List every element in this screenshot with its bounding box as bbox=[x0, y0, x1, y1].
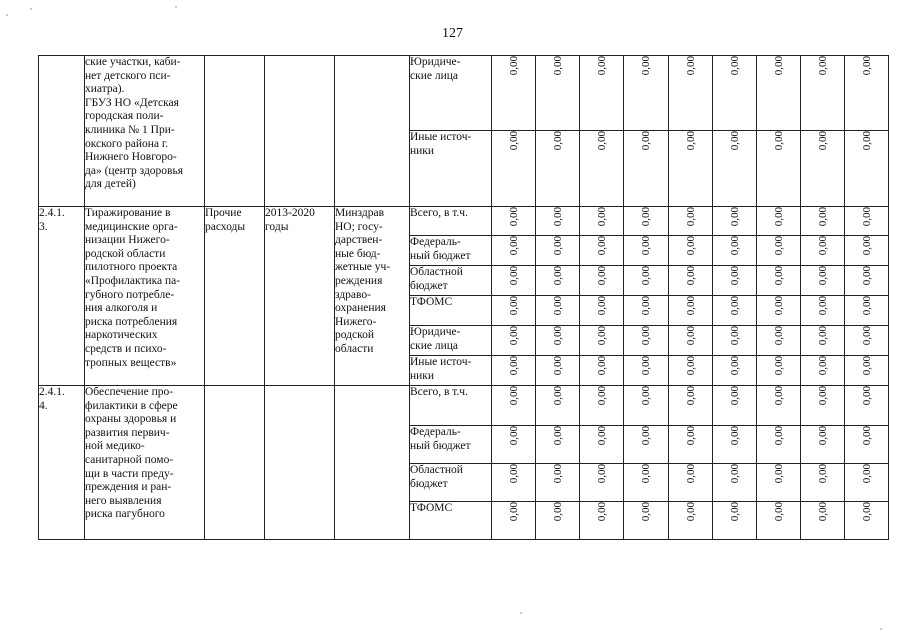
value-cell-text: 0,00 bbox=[860, 502, 873, 522]
funding-source bbox=[410, 56, 492, 131]
executor bbox=[335, 207, 410, 386]
funding-source bbox=[410, 236, 492, 266]
value-cell-text: 0,00 bbox=[728, 296, 741, 316]
value-cell-text: 0,00 bbox=[551, 326, 564, 346]
period bbox=[265, 207, 335, 386]
value-cell-text: 0,00 bbox=[816, 464, 829, 484]
value-cell-text: 0,00 bbox=[507, 207, 520, 227]
value-cell-text: 0,00 bbox=[640, 426, 652, 446]
value-cell bbox=[624, 131, 669, 207]
funding-source bbox=[410, 356, 492, 386]
expense-category bbox=[205, 386, 265, 540]
value-cell-text: 0,00 bbox=[507, 236, 520, 256]
value-cell-text: 0,00 bbox=[640, 386, 652, 406]
funding-source bbox=[410, 326, 492, 356]
funding-source-text: Юридиче- ские лица bbox=[410, 56, 461, 82]
funding-source bbox=[410, 502, 492, 540]
value-cell-text: 0,00 bbox=[728, 426, 741, 446]
value-cell bbox=[713, 236, 757, 266]
value-cell-text: 0,00 bbox=[551, 386, 564, 406]
value-cell bbox=[801, 207, 845, 236]
funding-source-text: ТФОМС bbox=[410, 296, 453, 308]
executor-text: Минздрав НО; госу- дарствен- ные бюд- жетные уч- реждения здраво- охранения Нижего- родской области bbox=[335, 207, 391, 355]
value-cell bbox=[580, 131, 624, 207]
value-cell bbox=[713, 386, 757, 426]
scan-speck bbox=[520, 612, 522, 614]
value-cell-text: 0,00 bbox=[816, 131, 829, 151]
value-cell-text: 0,00 bbox=[595, 207, 608, 227]
value-cell bbox=[757, 266, 801, 296]
budget-table bbox=[38, 55, 889, 540]
value-cell-text: 0,00 bbox=[684, 326, 697, 346]
value-cell bbox=[801, 131, 845, 207]
value-cell bbox=[845, 266, 889, 296]
value-cell-text: 0,00 bbox=[816, 386, 829, 406]
period bbox=[265, 386, 335, 540]
value-cell bbox=[536, 207, 580, 236]
value-cell bbox=[536, 464, 580, 502]
value-cell-text: 0,00 bbox=[595, 131, 608, 151]
value-cell-text: 0,00 bbox=[860, 386, 873, 406]
value-cell bbox=[580, 356, 624, 386]
value-cell-text: 0,00 bbox=[772, 326, 785, 346]
value-cell bbox=[492, 131, 536, 207]
funding-source bbox=[410, 207, 492, 236]
value-cell-text: 0,00 bbox=[551, 296, 564, 316]
scan-speck bbox=[6, 14, 8, 16]
value-cell-text: 0,00 bbox=[551, 426, 564, 446]
value-cell bbox=[845, 207, 889, 236]
item-description-text: Обеспечение про- филактики в сфере охраны здоровья и развития первич- ной медико- санитарной помо- щи в части преду- преждения и ран- него выявления риска пагубного bbox=[85, 386, 178, 521]
value-cell-text: 0,00 bbox=[595, 356, 608, 376]
funding-source-text: Всего, в т.ч. bbox=[410, 207, 468, 219]
funding-source-text: Федераль- ный бюджет bbox=[410, 236, 471, 262]
funding-source bbox=[410, 266, 492, 296]
value-cell-text: 0,00 bbox=[728, 207, 741, 227]
value-cell-text: 0,00 bbox=[816, 236, 829, 256]
period bbox=[265, 56, 335, 207]
value-cell-text: 0,00 bbox=[860, 236, 873, 256]
item-description bbox=[85, 56, 205, 207]
table-row bbox=[39, 386, 889, 426]
value-cell bbox=[580, 56, 624, 131]
value-cell-text: 0,00 bbox=[551, 266, 564, 286]
value-cell-text: 0,00 bbox=[551, 56, 564, 76]
value-cell bbox=[624, 207, 669, 236]
value-cell-text: 0,00 bbox=[860, 56, 873, 76]
funding-source-text: Федераль- ный бюджет bbox=[410, 426, 471, 452]
value-cell bbox=[757, 386, 801, 426]
value-cell bbox=[624, 56, 669, 131]
value-cell bbox=[669, 131, 713, 207]
value-cell bbox=[845, 131, 889, 207]
value-cell bbox=[492, 326, 536, 356]
value-cell-text: 0,00 bbox=[507, 131, 520, 151]
value-cell bbox=[624, 386, 669, 426]
value-cell bbox=[801, 464, 845, 502]
value-cell-text: 0,00 bbox=[595, 426, 608, 446]
value-cell bbox=[801, 356, 845, 386]
value-cell bbox=[845, 464, 889, 502]
value-cell-text: 0,00 bbox=[816, 296, 829, 316]
value-cell-text: 0,00 bbox=[772, 502, 785, 522]
value-cell bbox=[536, 426, 580, 464]
item-description-text: Тиражирование в медицинские орга- низации Нижего- родской области пилотного проекта «Профилактика па- губного потребле- ния алкоголя и риска потребления наркотических средств и психо- тропных веществ» bbox=[85, 207, 181, 369]
value-cell bbox=[757, 502, 801, 540]
value-cell bbox=[845, 56, 889, 131]
value-cell-text: 0,00 bbox=[728, 131, 741, 151]
value-cell-text: 0,00 bbox=[684, 386, 697, 406]
value-cell bbox=[669, 207, 713, 236]
value-cell-text: 0,00 bbox=[684, 266, 697, 286]
value-cell-text: 0,00 bbox=[640, 236, 652, 256]
item-number bbox=[39, 56, 85, 207]
value-cell-text: 0,00 bbox=[640, 464, 652, 484]
period-text: 2013-2020 годы bbox=[265, 207, 315, 233]
funding-source-text: Областной бюджет bbox=[410, 464, 463, 490]
value-cell bbox=[713, 296, 757, 326]
value-cell bbox=[536, 296, 580, 326]
value-cell-text: 0,00 bbox=[640, 56, 652, 76]
scan-speck bbox=[880, 628, 882, 630]
value-cell-text: 0,00 bbox=[772, 296, 785, 316]
value-cell-text: 0,00 bbox=[551, 207, 564, 227]
value-cell-text: 0,00 bbox=[684, 131, 697, 151]
value-cell bbox=[536, 131, 580, 207]
value-cell bbox=[669, 56, 713, 131]
value-cell bbox=[757, 56, 801, 131]
value-cell bbox=[624, 356, 669, 386]
value-cell bbox=[492, 207, 536, 236]
value-cell bbox=[536, 386, 580, 426]
value-cell-text: 0,00 bbox=[816, 266, 829, 286]
executor bbox=[335, 386, 410, 540]
value-cell bbox=[492, 56, 536, 131]
value-cell-text: 0,00 bbox=[728, 266, 741, 286]
value-cell-text: 0,00 bbox=[640, 296, 652, 316]
value-cell bbox=[492, 386, 536, 426]
value-cell bbox=[669, 502, 713, 540]
value-cell-text: 0,00 bbox=[507, 386, 520, 406]
value-cell bbox=[713, 266, 757, 296]
value-cell-text: 0,00 bbox=[772, 464, 785, 484]
value-cell-text: 0,00 bbox=[640, 356, 652, 376]
value-cell-text: 0,00 bbox=[551, 236, 564, 256]
value-cell bbox=[669, 356, 713, 386]
funding-source bbox=[410, 296, 492, 326]
value-cell bbox=[757, 236, 801, 266]
value-cell-text: 0,00 bbox=[816, 207, 829, 227]
value-cell-text: 0,00 bbox=[595, 56, 608, 76]
value-cell bbox=[580, 207, 624, 236]
value-cell-text: 0,00 bbox=[595, 502, 608, 522]
value-cell bbox=[536, 356, 580, 386]
value-cell-text: 0,00 bbox=[595, 296, 608, 316]
value-cell-text: 0,00 bbox=[772, 56, 785, 76]
funding-source-text: Иные источ- ники bbox=[410, 131, 472, 157]
value-cell bbox=[801, 386, 845, 426]
value-cell-text: 0,00 bbox=[860, 266, 873, 286]
value-cell bbox=[624, 502, 669, 540]
value-cell bbox=[801, 266, 845, 296]
value-cell-text: 0,00 bbox=[816, 426, 829, 446]
funding-source bbox=[410, 464, 492, 502]
value-cell bbox=[757, 464, 801, 502]
value-cell bbox=[757, 326, 801, 356]
value-cell bbox=[580, 502, 624, 540]
value-cell-text: 0,00 bbox=[595, 386, 608, 406]
value-cell-text: 0,00 bbox=[684, 296, 697, 316]
value-cell bbox=[624, 266, 669, 296]
value-cell bbox=[624, 326, 669, 356]
value-cell-text: 0,00 bbox=[772, 207, 785, 227]
value-cell bbox=[801, 426, 845, 464]
value-cell-text: 0,00 bbox=[551, 131, 564, 151]
value-cell bbox=[492, 502, 536, 540]
page-number: 127 bbox=[442, 26, 463, 41]
value-cell bbox=[801, 236, 845, 266]
value-cell bbox=[757, 207, 801, 236]
value-cell bbox=[669, 386, 713, 426]
value-cell-text: 0,00 bbox=[507, 426, 520, 446]
value-cell-text: 0,00 bbox=[507, 356, 520, 376]
value-cell bbox=[713, 356, 757, 386]
item-number-text: 2.4.1. 3. bbox=[39, 207, 65, 233]
value-cell-text: 0,00 bbox=[507, 56, 520, 76]
value-cell-text: 0,00 bbox=[728, 464, 741, 484]
value-cell bbox=[669, 266, 713, 296]
item-number bbox=[39, 207, 85, 386]
value-cell-text: 0,00 bbox=[640, 131, 652, 151]
value-cell bbox=[624, 426, 669, 464]
value-cell-text: 0,00 bbox=[551, 356, 564, 376]
value-cell bbox=[669, 236, 713, 266]
value-cell-text: 0,00 bbox=[772, 356, 785, 376]
item-description bbox=[85, 207, 205, 386]
value-cell bbox=[536, 266, 580, 296]
value-cell-text: 0,00 bbox=[640, 266, 652, 286]
value-cell bbox=[845, 502, 889, 540]
value-cell bbox=[669, 326, 713, 356]
funding-source-text: Областной бюджет bbox=[410, 266, 463, 292]
value-cell bbox=[624, 236, 669, 266]
value-cell-text: 0,00 bbox=[684, 464, 697, 484]
value-cell-text: 0,00 bbox=[684, 236, 697, 256]
value-cell-text: 0,00 bbox=[816, 356, 829, 376]
value-cell bbox=[801, 326, 845, 356]
value-cell bbox=[845, 236, 889, 266]
value-cell bbox=[536, 326, 580, 356]
value-cell-text: 0,00 bbox=[684, 356, 697, 376]
funding-source bbox=[410, 426, 492, 464]
value-cell bbox=[801, 502, 845, 540]
item-number-text: 2.4.1. 4. bbox=[39, 386, 65, 412]
value-cell-text: 0,00 bbox=[728, 386, 741, 406]
value-cell-text: 0,00 bbox=[772, 386, 785, 406]
value-cell-text: 0,00 bbox=[684, 56, 697, 76]
value-cell-text: 0,00 bbox=[595, 266, 608, 286]
executor bbox=[335, 56, 410, 207]
value-cell bbox=[580, 386, 624, 426]
value-cell bbox=[492, 296, 536, 326]
expense-category bbox=[205, 56, 265, 207]
value-cell bbox=[845, 426, 889, 464]
value-cell-text: 0,00 bbox=[551, 502, 564, 522]
table-row bbox=[39, 207, 889, 236]
funding-source bbox=[410, 386, 492, 426]
value-cell bbox=[536, 236, 580, 266]
value-cell bbox=[580, 464, 624, 502]
value-cell bbox=[536, 502, 580, 540]
value-cell bbox=[845, 386, 889, 426]
funding-source-text: Иные источ- ники bbox=[410, 356, 472, 382]
value-cell-text: 0,00 bbox=[728, 56, 741, 76]
value-cell-text: 0,00 bbox=[860, 131, 873, 151]
value-cell bbox=[669, 426, 713, 464]
value-cell-text: 0,00 bbox=[816, 502, 829, 522]
funding-source-text: Всего, в т.ч. bbox=[410, 386, 468, 398]
table-row bbox=[39, 56, 889, 131]
value-cell bbox=[713, 502, 757, 540]
expense-category bbox=[205, 207, 265, 386]
value-cell bbox=[492, 426, 536, 464]
value-cell bbox=[580, 236, 624, 266]
value-cell bbox=[845, 296, 889, 326]
scan-speck bbox=[175, 6, 177, 8]
value-cell-text: 0,00 bbox=[507, 464, 520, 484]
value-cell-text: 0,00 bbox=[640, 502, 652, 522]
value-cell-text: 0,00 bbox=[772, 426, 785, 446]
value-cell-text: 0,00 bbox=[507, 266, 520, 286]
value-cell bbox=[669, 464, 713, 502]
value-cell bbox=[845, 356, 889, 386]
value-cell bbox=[713, 131, 757, 207]
value-cell-text: 0,00 bbox=[507, 326, 520, 346]
value-cell-text: 0,00 bbox=[816, 56, 829, 76]
value-cell bbox=[713, 426, 757, 464]
value-cell-text: 0,00 bbox=[640, 207, 652, 227]
value-cell bbox=[580, 426, 624, 464]
value-cell-text: 0,00 bbox=[860, 426, 873, 446]
value-cell-text: 0,00 bbox=[595, 464, 608, 484]
value-cell-text: 0,00 bbox=[684, 426, 697, 446]
value-cell bbox=[624, 296, 669, 326]
item-description bbox=[85, 386, 205, 540]
value-cell-text: 0,00 bbox=[772, 236, 785, 256]
value-cell-text: 0,00 bbox=[728, 236, 741, 256]
table-body bbox=[39, 56, 889, 540]
value-cell-text: 0,00 bbox=[684, 207, 697, 227]
value-cell bbox=[801, 56, 845, 131]
value-cell bbox=[624, 464, 669, 502]
value-cell-text: 0,00 bbox=[507, 296, 520, 316]
item-description-text: ские участки, каби- нет детского пси- хиатра). ГБУЗ НО «Детская городская поли- клиника № 1 При- окского района г. Нижнего Новгоро- да» (центр здоровья для детей) bbox=[85, 56, 184, 191]
funding-source-text: ТФОМС bbox=[410, 502, 453, 514]
value-cell-text: 0,00 bbox=[860, 296, 873, 316]
value-cell bbox=[845, 326, 889, 356]
value-cell bbox=[757, 356, 801, 386]
value-cell-text: 0,00 bbox=[860, 464, 873, 484]
scan-speck bbox=[30, 8, 32, 10]
value-cell bbox=[757, 296, 801, 326]
value-cell-text: 0,00 bbox=[860, 326, 873, 346]
value-cell bbox=[580, 266, 624, 296]
value-cell-text: 0,00 bbox=[772, 131, 785, 151]
funding-source bbox=[410, 131, 492, 207]
value-cell-text: 0,00 bbox=[640, 326, 652, 346]
value-cell-text: 0,00 bbox=[507, 502, 520, 522]
value-cell bbox=[492, 266, 536, 296]
value-cell bbox=[492, 356, 536, 386]
value-cell bbox=[713, 464, 757, 502]
value-cell-text: 0,00 bbox=[595, 236, 608, 256]
value-cell bbox=[580, 296, 624, 326]
value-cell bbox=[536, 56, 580, 131]
value-cell bbox=[492, 236, 536, 266]
value-cell bbox=[669, 296, 713, 326]
value-cell bbox=[580, 326, 624, 356]
value-cell bbox=[757, 131, 801, 207]
value-cell-text: 0,00 bbox=[728, 356, 741, 376]
value-cell-text: 0,00 bbox=[684, 502, 697, 522]
value-cell bbox=[713, 56, 757, 131]
value-cell bbox=[801, 296, 845, 326]
value-cell-text: 0,00 bbox=[551, 464, 564, 484]
value-cell bbox=[757, 426, 801, 464]
funding-source-text: Юридиче- ские лица bbox=[410, 326, 461, 352]
value-cell bbox=[713, 326, 757, 356]
item-number bbox=[39, 386, 85, 540]
value-cell-text: 0,00 bbox=[772, 266, 785, 286]
value-cell-text: 0,00 bbox=[728, 326, 741, 346]
value-cell-text: 0,00 bbox=[860, 356, 873, 376]
expense-category-text: Прочие расходы bbox=[205, 207, 246, 233]
value-cell-text: 0,00 bbox=[595, 326, 608, 346]
value-cell-text: 0,00 bbox=[816, 326, 829, 346]
value-cell bbox=[492, 464, 536, 502]
value-cell-text: 0,00 bbox=[860, 207, 873, 227]
value-cell bbox=[713, 207, 757, 236]
value-cell-text: 0,00 bbox=[728, 502, 741, 522]
